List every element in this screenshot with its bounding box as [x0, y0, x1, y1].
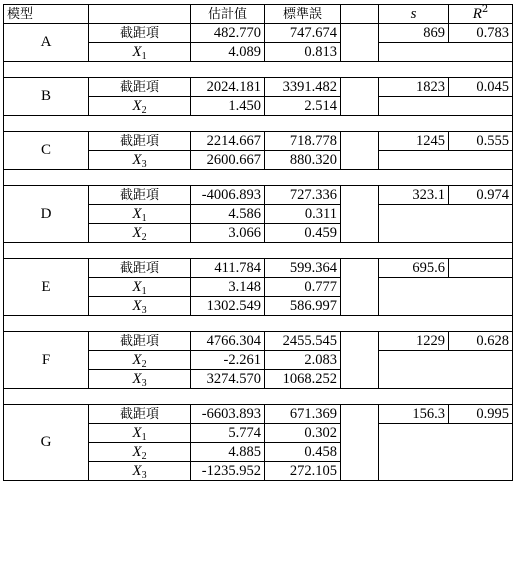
std-error-value: 0.777: [265, 278, 341, 297]
header-r2: [449, 5, 513, 24]
term-variable: [89, 462, 191, 481]
header-estimate: 估計值: [191, 5, 265, 24]
variable-subscript: 1: [141, 212, 147, 224]
estimate-value: 3.066: [191, 224, 265, 243]
std-error-value: 2.514: [265, 97, 341, 116]
model-name: E: [4, 259, 89, 316]
separator-cell: [4, 243, 513, 259]
separator-row: [4, 170, 513, 186]
term-variable: [89, 297, 191, 316]
s-value: 1823: [379, 78, 449, 97]
term-intercept: 截距項: [89, 405, 191, 424]
table-row: [4, 186, 513, 205]
term-intercept: 截距項: [89, 259, 191, 278]
header-model: 模型: [4, 5, 89, 24]
term-variable: [89, 224, 191, 243]
estimate-value: 411.784: [191, 259, 265, 278]
table-row: [4, 259, 513, 278]
s-value: 695.6: [379, 259, 449, 278]
stats-blank: [379, 424, 513, 481]
model-name: C: [4, 132, 89, 170]
s-value: 1229: [379, 332, 449, 351]
std-error-value: 747.674: [265, 24, 341, 43]
estimate-value: 4.586: [191, 205, 265, 224]
stats-blank: [379, 351, 513, 389]
stats-blank: [379, 43, 513, 62]
std-error-value: 1068.252: [265, 370, 341, 389]
separator-cell: [4, 116, 513, 132]
std-error-value: 727.336: [265, 186, 341, 205]
variable-symbol: X: [132, 462, 142, 479]
variable-subscript: 1: [141, 285, 147, 297]
estimate-value: 1.450: [191, 97, 265, 116]
variable-subscript: 2: [141, 231, 147, 243]
term-variable: [89, 97, 191, 116]
estimate-value: -2.261: [191, 351, 265, 370]
header-row: [4, 5, 513, 24]
estimate-value: 4766.304: [191, 332, 265, 351]
separator-row: [4, 389, 513, 405]
header-r2-letter: R: [472, 5, 482, 22]
spacer-cell: [341, 405, 379, 481]
model-name: D: [4, 186, 89, 243]
variable-symbol: X: [132, 151, 142, 168]
spacer-cell: [341, 132, 379, 170]
term-variable: [89, 443, 191, 462]
std-error-value: 0.458: [265, 443, 341, 462]
variable-subscript: 3: [141, 158, 147, 170]
estimate-value: 2214.667: [191, 132, 265, 151]
std-error-value: 0.459: [265, 224, 341, 243]
variable-symbol: X: [132, 297, 142, 314]
stats-blank: [379, 278, 513, 316]
variable-subscript: 3: [141, 377, 147, 389]
estimate-value: 3274.570: [191, 370, 265, 389]
estimate-value: 2600.667: [191, 151, 265, 170]
header-blank: [89, 5, 191, 24]
s-value: 323.1: [379, 186, 449, 205]
separator-row: [4, 243, 513, 259]
separator-cell: [4, 389, 513, 405]
model-name: F: [4, 332, 89, 389]
variable-symbol: X: [132, 205, 142, 222]
term-intercept: 截距項: [89, 186, 191, 205]
table-row: [4, 78, 513, 97]
term-intercept: 截距項: [89, 332, 191, 351]
s-value: 869: [379, 24, 449, 43]
separator-cell: [4, 316, 513, 332]
separator-row: [4, 316, 513, 332]
variable-symbol: X: [132, 370, 142, 387]
std-error-value: 671.369: [265, 405, 341, 424]
term-variable: [89, 205, 191, 224]
r2-value: 0.974: [449, 186, 513, 205]
table-row: [4, 24, 513, 43]
stats-blank: [379, 151, 513, 170]
header-r2-power: 2: [481, 4, 489, 15]
term-variable: [89, 370, 191, 389]
term-intercept: 截距項: [89, 78, 191, 97]
separator-row: [4, 116, 513, 132]
separator-cell: [4, 62, 513, 78]
table-body: [4, 5, 513, 481]
std-error-value: 3391.482: [265, 78, 341, 97]
header-spacer: [341, 5, 379, 24]
std-error-value: 272.105: [265, 462, 341, 481]
stats-blank: [379, 97, 513, 116]
spacer-cell: [341, 78, 379, 116]
variable-symbol: X: [132, 424, 142, 441]
variable-symbol: X: [132, 443, 142, 460]
variable-symbol: X: [132, 351, 142, 368]
spacer-cell: [341, 186, 379, 243]
header-std-error: 標準誤: [265, 5, 341, 24]
variable-symbol: X: [132, 43, 142, 60]
estimate-value: 5.774: [191, 424, 265, 443]
estimate-value: -1235.952: [191, 462, 265, 481]
model-name: B: [4, 78, 89, 116]
stats-blank: [379, 205, 513, 243]
spacer-cell: [341, 259, 379, 316]
estimate-value: 3.148: [191, 278, 265, 297]
variable-symbol: X: [132, 224, 142, 241]
variable-subscript: 3: [141, 304, 147, 316]
estimate-value: 4.885: [191, 443, 265, 462]
estimate-value: 1302.549: [191, 297, 265, 316]
term-intercept: 截距項: [89, 132, 191, 151]
term-variable: [89, 424, 191, 443]
table-row: [4, 405, 513, 424]
model-name: A: [4, 24, 89, 62]
regression-table: [3, 4, 513, 481]
variable-subscript: 3: [141, 469, 147, 481]
separator-row: [4, 62, 513, 78]
header-s-symbol: s: [410, 5, 417, 22]
estimate-value: 4.089: [191, 43, 265, 62]
variable-symbol: X: [132, 278, 142, 295]
r2-value: [449, 259, 513, 278]
variable-subscript: 1: [141, 50, 147, 62]
std-error-value: 0.311: [265, 205, 341, 224]
estimate-value: -6603.893: [191, 405, 265, 424]
variable-symbol: X: [132, 97, 142, 114]
s-value: 156.3: [379, 405, 449, 424]
s-value: 1245: [379, 132, 449, 151]
term-variable: [89, 351, 191, 370]
table-row: [4, 132, 513, 151]
term-variable: [89, 151, 191, 170]
spacer-cell: [341, 332, 379, 389]
estimate-value: 2024.181: [191, 78, 265, 97]
r2-value: 0.555: [449, 132, 513, 151]
std-error-value: 718.778: [265, 132, 341, 151]
separator-cell: [4, 170, 513, 186]
header-s: [379, 5, 449, 24]
spacer-cell: [341, 24, 379, 62]
term-variable: [89, 43, 191, 62]
document-page: [3, 4, 513, 481]
variable-subscript: 1: [141, 431, 147, 443]
std-error-value: 880.320: [265, 151, 341, 170]
variable-subscript: 2: [141, 104, 147, 116]
estimate-value: 482.770: [191, 24, 265, 43]
r2-value: 0.045: [449, 78, 513, 97]
term-variable: [89, 278, 191, 297]
term-intercept: 截距項: [89, 24, 191, 43]
std-error-value: 0.302: [265, 424, 341, 443]
r2-value: 0.628: [449, 332, 513, 351]
std-error-value: 2.083: [265, 351, 341, 370]
r2-value: 0.783: [449, 24, 513, 43]
std-error-value: 586.997: [265, 297, 341, 316]
table-row: [4, 332, 513, 351]
variable-subscript: 2: [141, 358, 147, 370]
std-error-value: 0.813: [265, 43, 341, 62]
variable-subscript: 2: [141, 450, 147, 462]
model-name: G: [4, 405, 89, 481]
r2-value: 0.995: [449, 405, 513, 424]
estimate-value: -4006.893: [191, 186, 265, 205]
std-error-value: 2455.545: [265, 332, 341, 351]
std-error-value: 599.364: [265, 259, 341, 278]
